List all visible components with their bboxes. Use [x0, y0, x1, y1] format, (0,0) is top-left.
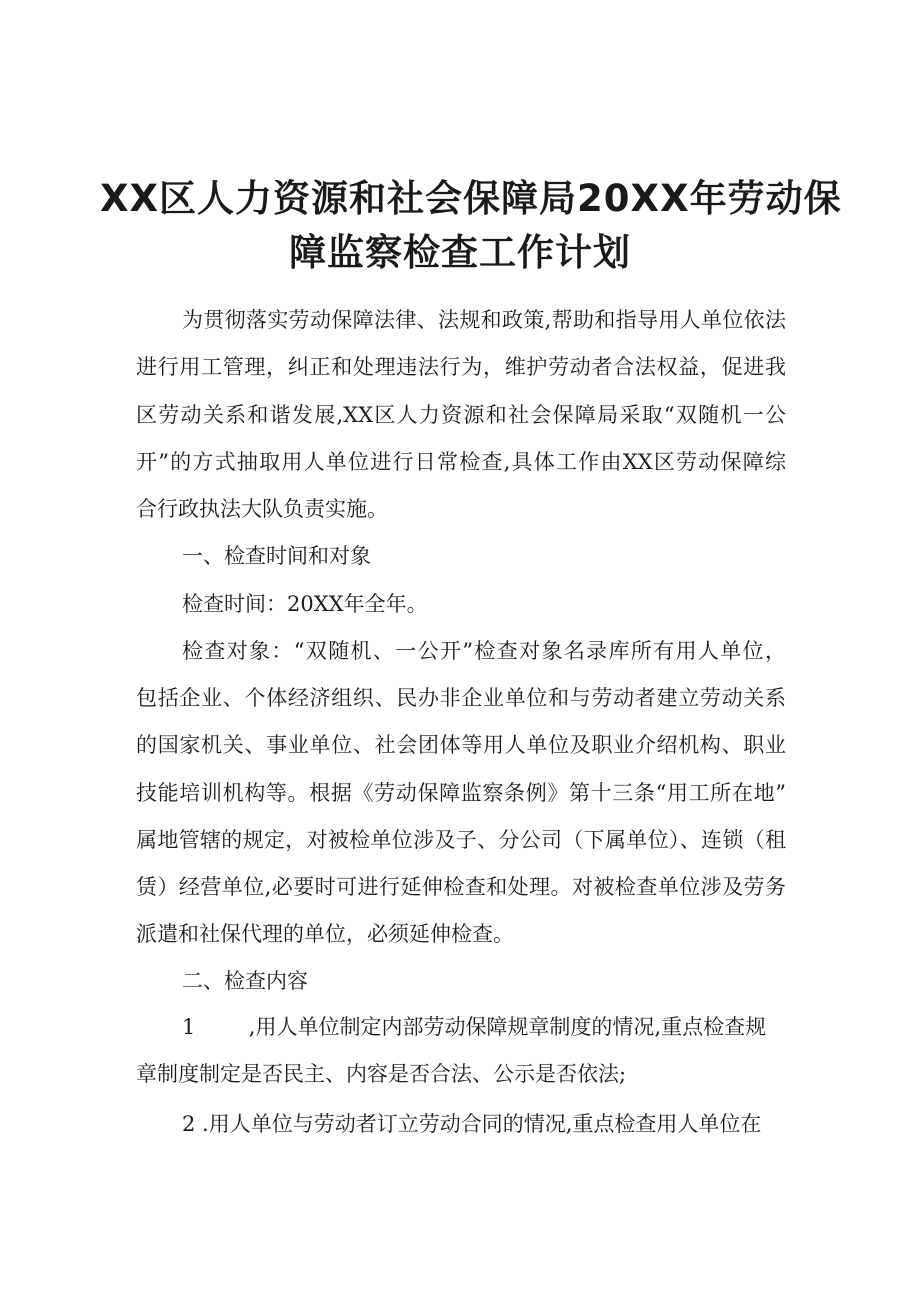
paragraph-objects-line-4: 技能培训机构等。根据《劳动保障监察条例》第十三条“用工所在地” [136, 781, 786, 805]
paragraph-objects-line-2: 包括企业、个体经济组织、民办非企业单位和与劳动者建立劳动关系 [136, 686, 786, 710]
content-item-1-line-2: 章制度制定是否民主、内容是否合法、公示是否依法; [136, 1062, 627, 1086]
content-item-1-line-1: 1 ,用人单位制定内部劳动保障规章制度的情况,重点检查规 [182, 1015, 767, 1039]
paragraph-objects-line-6: 赁）经营单位,必要时可进行延伸检查和处理。对被检查单位涉及劳务 [136, 875, 786, 899]
content-item-2-line-1: 2 .用人单位与劳动者订立劳动合同的情况,重点检查用人单位在 [182, 1112, 762, 1136]
paragraph-intro-line-4: 开”的方式抽取用人单位进行日常检查,具体工作由XX区劳动保障综 [136, 450, 786, 474]
paragraph-intro-line-1: 为贯彻落实劳动保障法律、法规和政策,帮助和指导用人单位依法 [182, 308, 786, 332]
paragraph-objects-line-7: 派遣和社保代理的单位，必须延伸检查。 [136, 922, 514, 946]
section-heading-2: 二、检查内容 [182, 969, 308, 993]
paragraph-objects-line-5: 属地管辖的规定，对被检单位涉及子、分公司（下属单位）、连锁（租 [136, 828, 786, 852]
paragraph-objects-line-3: 的国家机关、事业单位、社会团体等用人单位及职业介绍机构、职业 [136, 733, 786, 757]
document-title-line-2: 障监察检查工作计划 [289, 231, 631, 274]
paragraph-objects-line-1: 检查对象：“双随机、一公开”检查对象名录库所有用人单位， [182, 639, 786, 663]
section-heading-1: 一、检查时间和对象 [182, 544, 371, 568]
paragraph-intro-line-3: 区劳动关系和谐发展,XX区人力资源和社会保障局采取“双随机一公 [136, 403, 786, 427]
inspection-time: 检查时间：20XX年全年。 [182, 592, 428, 616]
paragraph-intro-line-5: 合行政执法大队负责实施。 [136, 497, 388, 521]
paragraph-intro-line-2: 进行用工管理，纠正和处理违法行为，维护劳动者合法权益，促进我 [136, 355, 786, 379]
document-title-line-1: XX区人力资源和社会保障局20XX年劳动保 [100, 177, 842, 220]
